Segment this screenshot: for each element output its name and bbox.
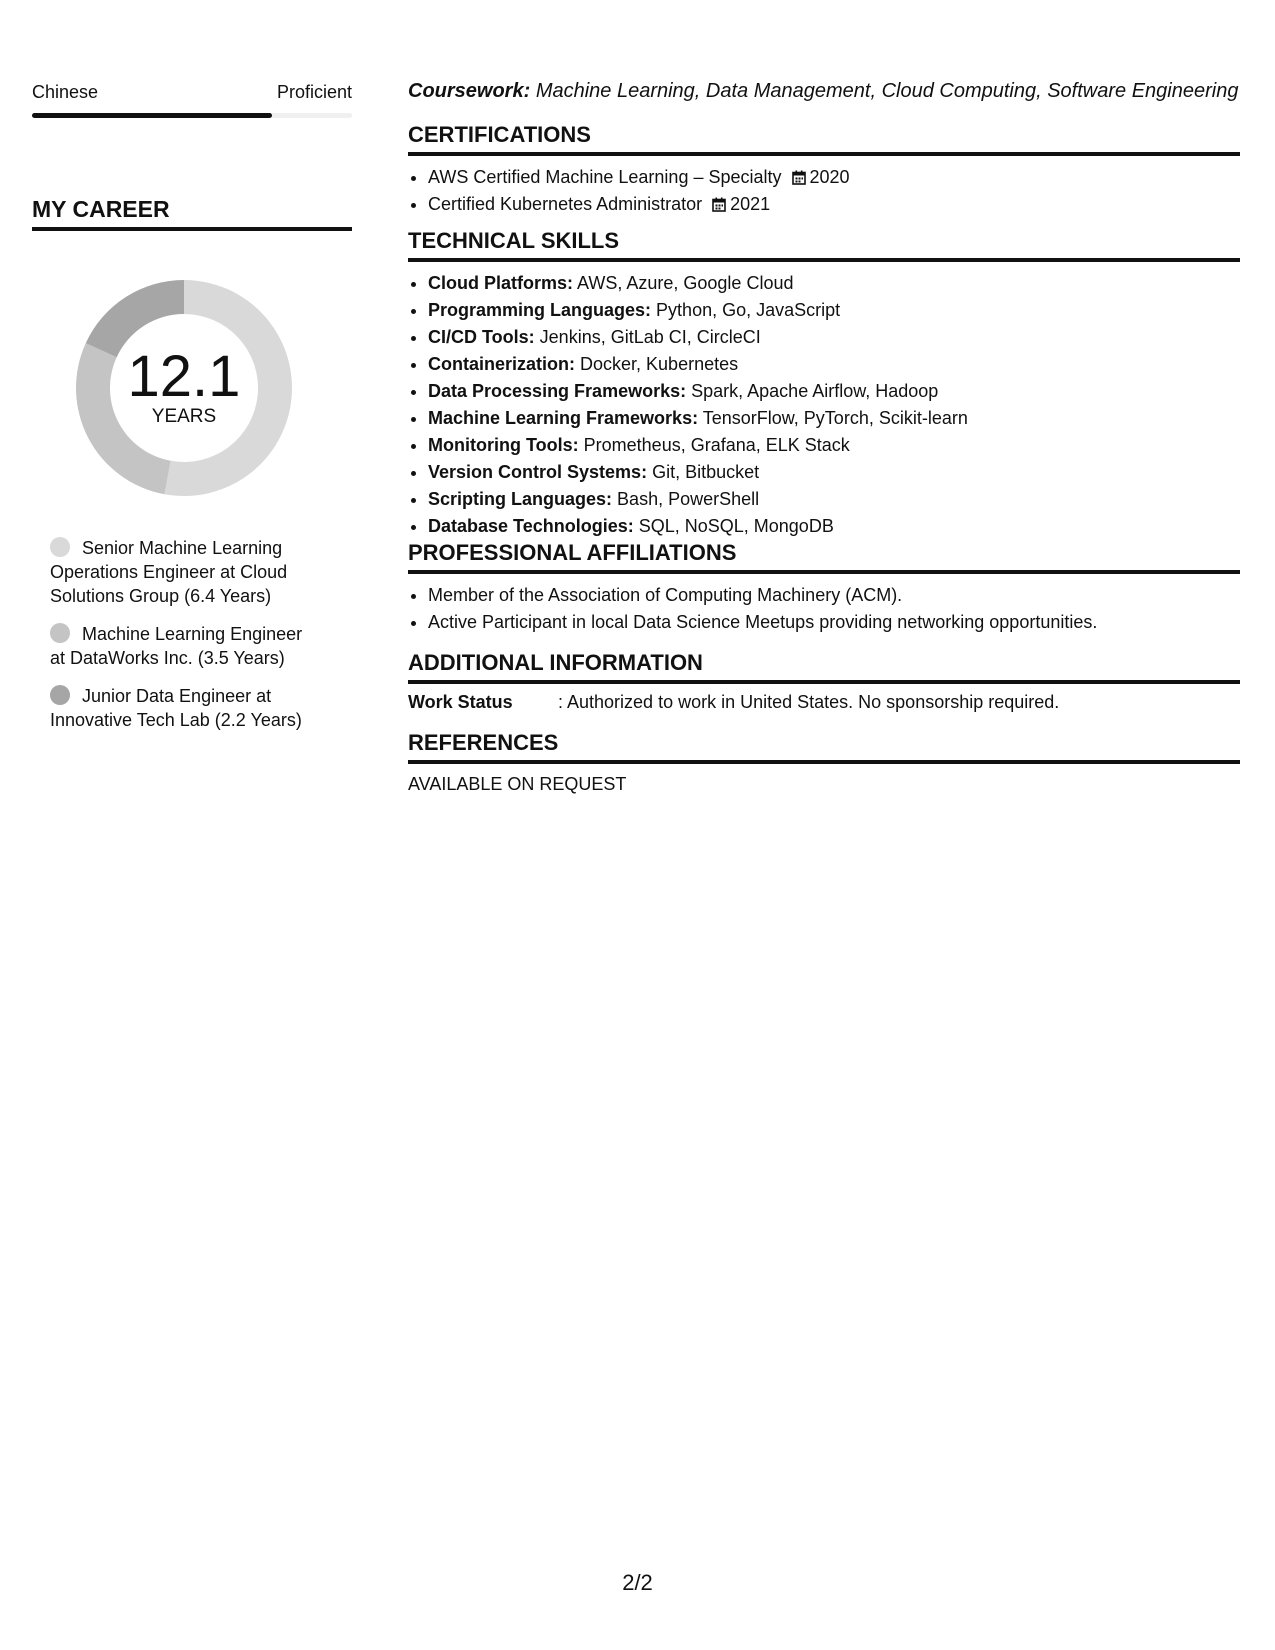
technical-skills-title: TECHNICAL SKILLS <box>408 228 1240 262</box>
page-number: 2/2 <box>622 1570 653 1595</box>
language-level: Proficient <box>276 82 352 102</box>
affiliations-list <box>408 582 1240 636</box>
skill-label: Machine Learning Frameworks: <box>428 408 699 428</box>
certifications-list <box>408 164 1240 218</box>
references-title: REFERENCES <box>408 730 1240 764</box>
skill-value: Bash, PowerShell <box>617 489 760 509</box>
skill-value: TensorFlow, PyTorch, Scikit-learn <box>702 408 968 428</box>
language-level-bar <box>32 113 352 118</box>
skill-value: Prometheus, Grafana, ELK Stack <box>583 435 850 455</box>
language-level-fill <box>32 113 272 118</box>
language-row <box>32 82 352 103</box>
skill-label: Monitoring Tools: <box>428 435 579 455</box>
legend-dot <box>50 537 70 557</box>
legend-dot <box>50 623 70 643</box>
skill-label: Cloud Platforms: <box>428 273 574 293</box>
skill-label: Data Processing Frameworks: <box>428 381 687 401</box>
certifications-section <box>408 122 1240 218</box>
skill-label: Containerization: <box>428 354 575 374</box>
career-total-unit: YEARS <box>151 406 217 427</box>
technical-skills-list <box>408 270 1240 540</box>
certifications-title: CERTIFICATIONS <box>408 122 1240 156</box>
skill-value: Jenkins, GitLab CI, CircleCI <box>539 327 761 347</box>
legend-dot <box>50 685 70 705</box>
skill-label: Version Control Systems: <box>428 462 648 482</box>
references-section <box>408 730 1240 795</box>
skill-item <box>428 378 1240 405</box>
work-status-row <box>408 692 1240 713</box>
career-role-item <box>50 684 320 732</box>
skill-item <box>428 270 1240 297</box>
calendar-icon <box>792 166 806 181</box>
skill-value: SQL, NoSQL, MongoDB <box>638 516 834 536</box>
career-role-label: Junior Data Engineer at Innovative Tech Lab (2.2 Years) <box>50 686 302 730</box>
skill-item <box>428 324 1240 351</box>
coursework-label: Coursework: <box>408 80 531 102</box>
certification-item <box>428 191 1240 218</box>
skill-item <box>428 513 1240 540</box>
skill-label: Scripting Languages: <box>428 489 613 509</box>
technical-skills-section <box>408 228 1240 540</box>
work-status-label: Work Status <box>408 692 513 712</box>
language-name: Chinese <box>32 82 99 102</box>
affiliations-section <box>408 540 1240 636</box>
affiliations-title: PROFESSIONAL AFFILIATIONS <box>408 540 1240 574</box>
career-role-label: Machine Learning Engineer at DataWorks Inc. (3.5 Years) <box>50 624 303 668</box>
skill-item <box>428 297 1240 324</box>
coursework-text: Machine Learning, Data Management, Cloud Computing, Software Engineering <box>535 80 1239 102</box>
skill-label: CI/CD Tools: <box>428 327 535 347</box>
certification-year: 2020 <box>809 167 850 187</box>
career-role-list <box>50 536 320 746</box>
skill-value: Spark, Apache Airflow, Hadoop <box>691 381 939 401</box>
skill-value: Python, Go, JavaScript <box>656 300 841 320</box>
skill-value: AWS, Azure, Google Cloud <box>577 273 794 293</box>
skill-item <box>428 459 1240 486</box>
affiliation-item: • Active Participant in local Data Science Meetups providing networking opportunities. <box>428 609 1240 636</box>
skill-value: Docker, Kubernetes <box>580 354 739 374</box>
skill-label: Programming Languages: <box>428 300 652 320</box>
additional-info-title: ADDITIONAL INFORMATION <box>408 650 1240 684</box>
skill-item <box>428 486 1240 513</box>
career-total-years: 12.1 <box>127 344 241 409</box>
certification-name: AWS Certified Machine Learning – Specialty <box>428 167 782 187</box>
additional-info-section <box>408 650 1240 713</box>
career-heading: MY CAREER <box>32 196 352 231</box>
certification-year: 2021 <box>730 194 771 214</box>
skill-item <box>428 432 1240 459</box>
coursework-line <box>408 80 1248 103</box>
skill-item <box>428 405 1240 432</box>
career-role-label: Senior Machine Learning Operations Engineer at Cloud Solutions Group (6.4 Years) <box>50 538 288 606</box>
skill-item <box>428 351 1240 378</box>
career-donut-chart <box>64 268 304 508</box>
certification-item <box>428 164 1240 191</box>
skill-value: Git, Bitbucket <box>652 462 760 482</box>
career-role-item <box>50 536 320 608</box>
affiliation-item: • Member of the Association of Computing Machinery (ACM). <box>428 582 1240 609</box>
certification-name: Certified Kubernetes Administrator <box>428 194 703 214</box>
career-role-item <box>50 622 320 670</box>
work-status-value: : Authorized to work in United States. No sponsorship required. <box>558 692 1060 712</box>
calendar-icon <box>712 193 726 208</box>
references-text: AVAILABLE ON REQUEST <box>408 774 627 794</box>
skill-label: Database Technologies: <box>428 516 634 536</box>
